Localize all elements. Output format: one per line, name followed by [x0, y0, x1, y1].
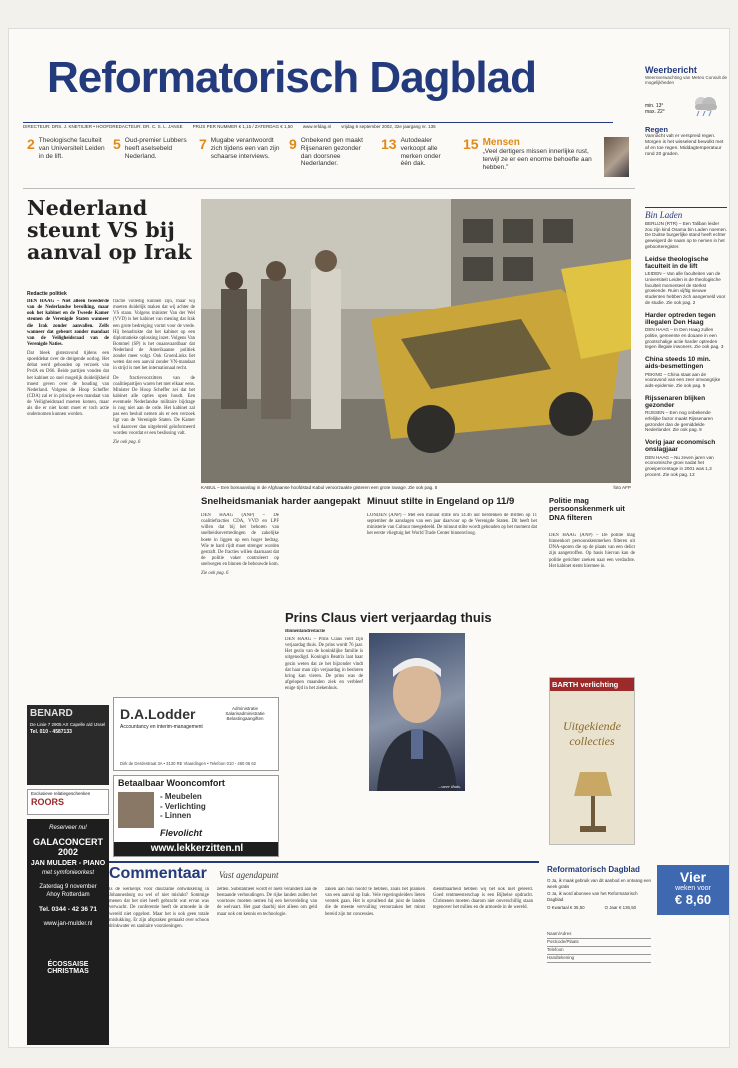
main-body-1: Dat bleek gisteravond tijdens een spoeddebat over de dreigende oorlog. Het debat werd gehouden op verzoek van PvdA en D66. Beide partijen vonden dat het kabinet zo snel mogelijk duidelijkheid moest geven over de houding van Nederland. Volgens de Hoop Scheffer (CDA) zal er in principe een mandaat van de Veiligheidsraad moeten komen, maar als die er niet komt moet er toch actie ondernomen kunnen worden.: [27, 351, 109, 418]
ad-barth[interactable]: [549, 677, 635, 845]
ad-wooncomfort-brand: Flevolicht: [160, 828, 203, 838]
newspaper-title: Reformatorisch Dagblad: [47, 53, 536, 102]
mensen-quote: „Veel dertigers missen innerlijke rust, terwijl ze er een enorme behoefte aan hebben.”: [482, 148, 592, 171]
form-field-phone[interactable]: Telefoon: [547, 947, 651, 955]
ad-lodder-side: Administratie Salarisadministratie Belastingaangiften: [225, 706, 265, 721]
ad-wooncomfort-item: - Linnen: [160, 811, 192, 821]
sidebar-binladen-text: BERLIJN (RTR) – Een Taliban leider zou zijn kind Osama bin Laden noemen. De Duitse burgerlijke stand heeft echter geweigerd de naam op te nemen in het geboorteregister.: [645, 221, 727, 249]
ad-wooncomfort-title: Betaalbaar Wooncomfort: [118, 778, 225, 788]
ad-roors-sub: Exclusieve relatiegeschenken: [31, 791, 91, 796]
prince-claus-photo: [369, 633, 465, 791]
weather-min: min. 13°: [645, 103, 664, 109]
rain-cloud-icon: [689, 95, 721, 117]
ad-gala-web[interactable]: www.jan-mulder.nl: [43, 921, 93, 927]
form-fields: [547, 931, 651, 963]
teaser-page-number: 2: [27, 136, 35, 152]
portrait-icon: [369, 633, 465, 791]
sidebar-item-text: PEKING – China staat aan de vooravond van een zeer omvangrijke aids-epidemie. Zie ook pag. 5: [645, 371, 721, 388]
newspaper-page: [8, 28, 730, 1048]
form-option-year[interactable]: O Jaar € 136,50: [604, 904, 637, 910]
teaser-text: Autodealer verkoopt alle merken onder één dak.: [400, 137, 441, 168]
main-body-2: fractie volledig kunnen zijn, maar wij moeten duidelijk maken dat wij achter de VS staan. Volgens minister Van der Wel (VVD) is het kabinet van mening dat Irak een grote bedreiging vormt voor de vrede. Hij benadrukte dat het kabinet op een diplomatieke oplossing inzet. Volgens Van Bommel (SP) is het onaanvaardbaar dat Nederland de Amerikaanse politiek zonder meer volgt. Ook GroenLinks liet weten dat een aanval zonder VN-mandaat in strijd is met het internationaal recht.: [113, 299, 195, 372]
teaser-page-number: 13: [381, 136, 397, 152]
ad-gala-line: met symfonieorkest: [41, 870, 95, 876]
commentaar-col-1: Is de werkelijk voor duurzame ontwikkeling in Johannesburg nu wel of niet mislukt? Sommige menen dat het niet heeft gebracht wat ervan was verwacht. De conferentie heeft de armoede in de wereld niet opgelost. Maar het is ook geen totale mislukking. Er zijn afspraken gemaakt over schoon drinkwater en sanitaire voorzieningen.: [109, 887, 209, 929]
commentaar-subtitle: Vast agendapunt: [218, 870, 279, 880]
masthead: [9, 29, 730, 121]
article-speed-text: DEN HAAG (ANP) – De coalitiefracties CDA, VVD en LPF willen dat bij het behoren van snelheidsovertredingen de zakelijke boete in liggen op een hoger bedrag. Wie te hard rijdt moet strenger worden gestraft. De fracties willen daarnaast dat de politie vaker controleert op snelwegen en binnen de bebouwde kom.: [201, 513, 279, 567]
article-claus-text: DEN HAAG – Prins Claus viert zijn verjaardag thuis. De prins wordt 76 jaar. Het gezin van de koninklijke familie is uitgenodigd. Koningin Beatrix laat haar gezin weten dat ze het bijzonder vindt dat haar man zijn verjaardag in besloten kring kan vieren. De prins was de afgelopen maanden ziek en verbleef enige tijd in het ziekenhuis.: [285, 637, 363, 691]
sidebar-item-text: DEN HAAG – Nu zeven jaren van economische groei nadat het groeipercentage in 2001 was 1,3 procent. Zie ook pag. 13: [645, 454, 714, 477]
article-claus-byline: Binnenlandredactie: [285, 629, 326, 634]
article-dna-text: DEN HAAG (ANP) – De politie mag binnenkort persoonskenmerken filteren uit DNA-sporen die op de plaats van een delict zijn aangetroffen. Op basis hiervan kan de politie gerichter zoeken naar een verdachte. Het kabinet stemt hiermee in.: [549, 533, 635, 569]
ad-barth-title: BARTH verlichting: [550, 678, 634, 691]
right-sidebar: [645, 207, 727, 478]
masthead-date: vrijdag 6 september 2002, 32e jaargang nr. 135: [341, 124, 436, 129]
ad-wooncomfort-item: - Meubelen: [160, 792, 202, 801]
commentaar-col-4: dienstbaarheid hebben wij het ook niet geleerd. Goed rentmeesterschap is een Bijbelse opdracht. Christenen moeten daarom niet onverschillig staan tegenover het milieu en de armoede in de wereld.: [433, 887, 533, 911]
weather-box: [645, 65, 729, 123]
photo-credit: foto AFP: [613, 485, 631, 490]
masthead-info-bar: [23, 122, 613, 130]
commentaar-col-3: zaken aan hun hoofd te hebben, zoals het plannen van een aanval op Irak. Vele regeringsleiders lieten verstek gaan. Het is opvallend dat juist de landen die de meeste vervuiling veroorzaken het minst bereid zijn tot concessies.: [325, 887, 425, 917]
article-claus-body: [285, 637, 363, 847]
teaser-item[interactable]: [23, 133, 109, 188]
sidebar-item-heading[interactable]: China steeds 10 min. aids-besmettingen: [645, 356, 711, 371]
masthead-web[interactable]: www.refdag.nl: [302, 124, 332, 129]
article-speed-col-1: [201, 513, 279, 663]
ad-lodder-address: Dirk de Derdestraat 3A • 3130 RE Vlaardingen • Telefoon 010 - 460 06 62: [120, 761, 257, 766]
ad-roors-name: ROORS: [31, 797, 65, 807]
main-photo: [201, 199, 631, 483]
commentaar-section: [109, 861, 539, 1048]
teaser-item[interactable]: [109, 133, 195, 188]
form-title: Reformatorisch Dagblad: [547, 865, 640, 874]
ad-lodder-name: D.A.Lodder: [120, 706, 196, 722]
ad-barth-tagline: Uitgekiende collecties: [563, 719, 621, 748]
commentaar-header: [109, 861, 539, 883]
ad-benard[interactable]: [27, 705, 109, 785]
photo-caption: KABUL – Een bomaanslag in de Afghaanse hoofdstad Kabul veroorzaakte gisteren een grote ravage. Zie ook pag. 5: [201, 485, 438, 490]
teaser-text: Theologische faculteit van Universiteit Leiden in de lift.: [38, 137, 105, 160]
teaser-page-number: 15: [463, 136, 479, 152]
offer-title: Vier: [679, 869, 707, 885]
masthead-price: PRIJS PER NUMMER € 1,15 / ZATERDAG € 1,50: [192, 124, 293, 129]
teaser-page-number: 5: [113, 136, 121, 152]
ad-gala-line: ÉCOSSAISE CHRISTMAS: [47, 961, 89, 975]
ad-wooncomfort[interactable]: [113, 775, 279, 857]
sidebar-item-heading[interactable]: Vorig jaar economisch onslagjaar: [645, 439, 716, 454]
article-minute-text: LONDEN (ANP) – Met een minuut stilte om 14.46 uur herdenken de Britten op 11 september de aanslagen van een jaar daarvoor op de Verenigde Staten. Dit heeft het ministerie van Cultuur meegedeeld. De minuut stilte wordt gehouden op het moment dat het eerste vliegtuig het World Trade Center binnenvloog.: [367, 513, 537, 537]
commentaar-title: Commentaar: [109, 865, 207, 882]
ad-wooncomfort-photo: [118, 792, 154, 828]
weather-max: max. 22°: [645, 109, 665, 115]
article-dna-body: [549, 533, 635, 603]
article-headline-speed[interactable]: Snelheidsmaniak harder aangepakt: [201, 496, 361, 507]
form-field-signature[interactable]: Handtekening: [547, 955, 651, 963]
subscribe-offer-box[interactable]: [657, 865, 729, 915]
offer-subtitle: weken voor: [675, 885, 711, 892]
form-option-quarter[interactable]: O Kwartaal € 35,50: [547, 904, 585, 910]
offer-price: € 8,60: [674, 892, 712, 907]
form-option[interactable]: O Ja, ik maak gebruik van dit aanbod en ontvang een week gratis: [547, 878, 651, 889]
main-continued[interactable]: Zie ook pag. 6: [113, 439, 141, 445]
ad-benard-address: De Linie 7 2905 AX Capelle a/d IJssel: [30, 722, 106, 727]
article-headline-dna[interactable]: Politie mag persoonskenmerk uit DNA filteren: [549, 496, 625, 522]
ad-gala-line: Reserveer nu!: [49, 825, 87, 831]
article-speed-more[interactable]: Zie ook pag. 6: [201, 571, 229, 577]
mensen-photo: [604, 137, 629, 177]
ad-gala-title: GALACONCERT 2002: [33, 837, 103, 857]
main-byline: Redactie politiek: [27, 291, 67, 297]
ad-gala-line: Ahoy Rotterdam: [46, 892, 90, 898]
teaser-page-number: 9: [289, 136, 297, 152]
claus-photo-caption: ...weer thuis.: [437, 784, 461, 789]
ad-gala-line: Zaterdag 9 november: [39, 884, 97, 890]
form-field-name[interactable]: Naam/Adres: [547, 931, 651, 939]
weather-forecast: [645, 125, 727, 158]
ad-benard-name: BENARD: [30, 708, 73, 719]
sidebar-binladen-heading: Bin Laden: [645, 207, 727, 220]
ad-gala-line: JAN MULDER - PIANO: [30, 860, 106, 867]
article-headline-minute[interactable]: Minuut stilte in Engeland op 11/9: [367, 496, 515, 507]
weather-title: Weerbericht: [645, 65, 697, 75]
mensen-label: Mensen: [482, 137, 520, 148]
main-headline[interactable]: Nederland steunt VS bij aanval op Irak: [27, 196, 192, 265]
main-lead: DEN HAAG – Niet alleen tweederde van de Nederlandse bevolking, maar ook het kabinet en de Tweede Kamer steunen de Verenigde Staten wanneer die Irak zonder aanvallen. Zelfs wanneer dat gebeurt zonder mandaat van de Veiligheidsraad van de Verenigde Naties.: [27, 299, 109, 347]
main-article-col-1: [27, 299, 109, 695]
teaser-bar: [23, 133, 635, 189]
sidebar-item-text: LEIDEN – Van alle faculteiten van de Universiteit Leiden is de theologische faculteit momenteel de sterkst groeiende. Ruim vijftig nieuwe studenten hebben zich aangemeld voor de studie. Zie ook pag. 2: [645, 271, 726, 305]
ad-roors[interactable]: [27, 789, 109, 815]
main-article-col-2: [113, 299, 195, 695]
ad-wooncomfort-items: [160, 792, 206, 821]
teaser-text: Onbekend gen maakt Rijsenaren gezonder dan doorsnee Nederlander.: [300, 137, 363, 168]
sidebar-item-text: DEN HAAG – In Den Haag zullen politie, gemeente en douane in een grootschalige actie harder optreden tegen illegale inwoners. Zie ook pag. 3: [645, 327, 724, 350]
weather-subtitle: Weersverwachting van Meteo Consult de mogelijkheden: [645, 75, 727, 86]
sidebar-item-heading[interactable]: Harder optreden tegen illegalen Den Haag: [645, 311, 716, 326]
sidebar-item-heading[interactable]: Rijssenaren blijken gezonder: [645, 394, 706, 409]
ad-wooncomfort-item: - Verlichting: [160, 801, 206, 811]
main-body-3: De fractievoorzitters van de coalitiepartijen waren het met elkaar eens. Minister De Hoop Scheffer zei dat het kabinet alle opties open houdt. Een eventuele Nederlandse militaire bijdrage is nog niet aan de orde. Het kabinet zal pas een besluit nemen als er een verzoek ligt van de Verenigde Staten. De Kamer wil daarover dan uitgebreid geïnformeerd worden voordat er een beslissing valt.: [113, 375, 195, 436]
teaser-text: Oud-premier Lubbers heeft aselsebeld Nederland.: [124, 137, 187, 160]
kabul-bomb-photo: [201, 199, 631, 483]
ad-lodder[interactable]: [113, 697, 279, 771]
teaser-item[interactable]: [285, 133, 377, 188]
teaser-page-number: 7: [199, 136, 207, 152]
weather-heading: Regen: [645, 125, 668, 134]
ad-benard-tel: Tel. 010 - 4587133: [30, 729, 72, 735]
masthead-meta: DIRECTEUR: DRS. J. KNETSJER • HOOFDREDACTEUR: DR. C. S. L. JANSE: [23, 124, 183, 129]
commentaar-col-2: zetten. Substantieel wordt er niets veranderd aan de bestaande verhoudingen. De rijke landen zullen het voortouw moeten nemen bij een herverdeling van de welvaart. Het gaat daarbij niet alleen om geld maar ook om kennis en technologie.: [217, 887, 317, 917]
teaser-item[interactable]: [377, 133, 457, 188]
ad-lodder-sub: Accountancy en interim-management: [120, 724, 203, 730]
ad-gala-tel: Tel. 0344 - 42 36 71: [38, 906, 98, 913]
weather-temps: [645, 103, 665, 115]
weather-text: Vannacht valt er verspreid regen. Morgen is het wisselend bewolkt met af en toe regen. Middagtemperatuur rond 20 graden.: [645, 134, 724, 157]
teaser-text: Mugabe verantwoordt zich tijdens een van zijn schaarse interviews.: [210, 137, 280, 160]
photo-caption-bar: [201, 485, 631, 490]
sidebar-item-text: RIJSSEN – Een nog onbekende erfelijke factor maakt Rijssenaren gezonder dan de gemiddelde Nederlander. Zie ook pag. 9: [645, 410, 713, 433]
article-headline-claus[interactable]: Prins Claus viert verjaardag thuis: [285, 610, 492, 625]
lamp-icon: [550, 762, 635, 842]
form-field-postcode[interactable]: Postcode/Plaats: [547, 939, 651, 947]
article-minute-body: [367, 513, 537, 585]
form-option[interactable]: O Ja, ik word abonnee van het Reformatorisch Dagblad: [547, 891, 638, 903]
teaser-mensen[interactable]: [457, 133, 633, 188]
ad-galaconcert[interactable]: [27, 819, 109, 1045]
ad-wooncomfort-web[interactable]: www.lekkerzitten.nl: [114, 842, 279, 856]
sidebar-item-heading[interactable]: Leidse theologische faculteit in de lift: [645, 255, 709, 270]
teaser-item[interactable]: [195, 133, 285, 188]
